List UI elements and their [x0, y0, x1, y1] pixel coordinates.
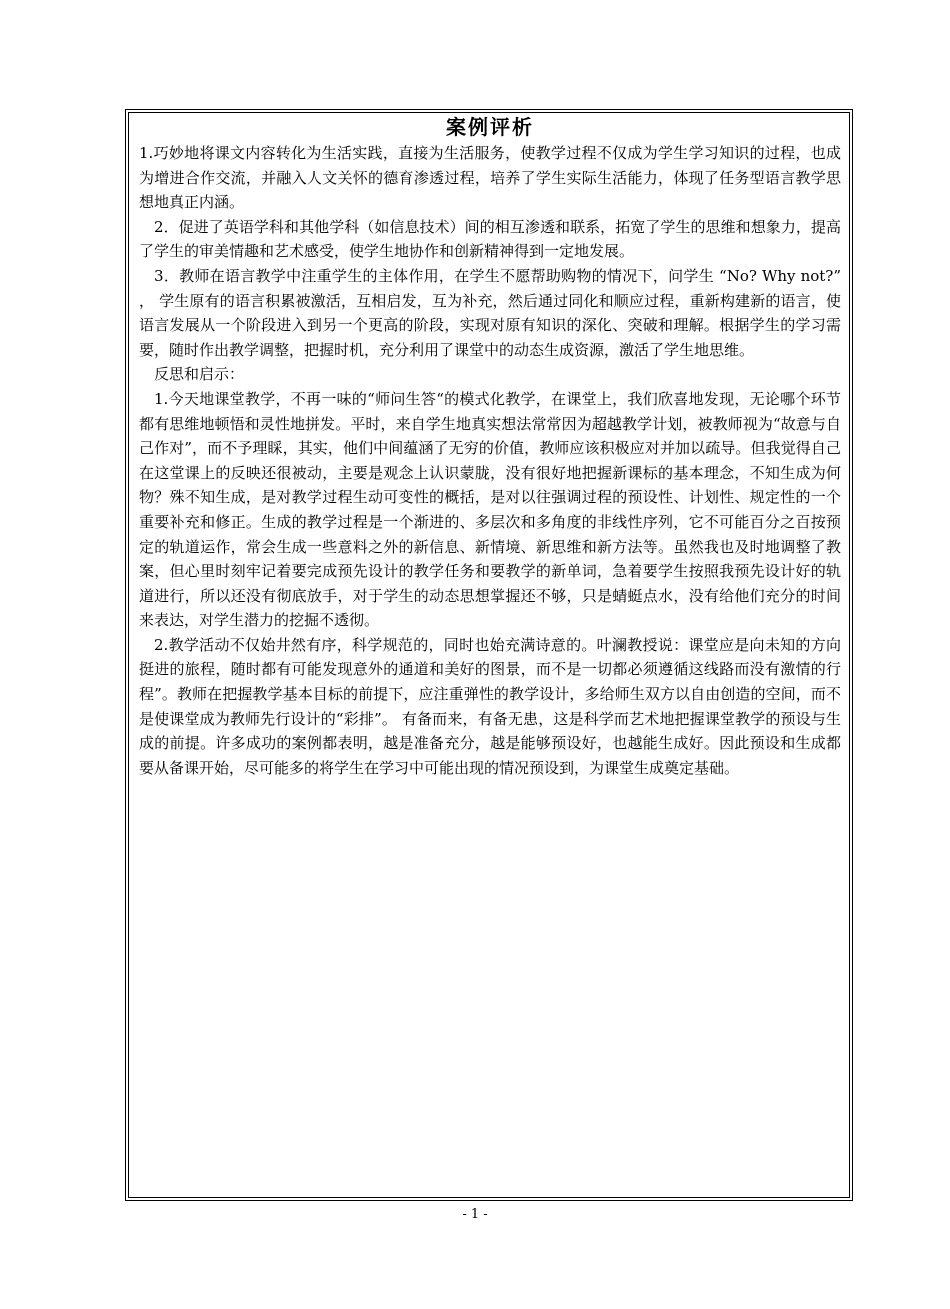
page-border [125, 109, 853, 1201]
paragraph-5: 1.今天地课堂教学，不再一味的“师问生答“的模式化教学，在课堂上，我们欣喜地发现，无论哪个环节都有思维地顿悟和灵性地拼发。平时，来自学生地真实想法常常因为超越教学计划，被教师视为“故意与自己作对”，而不予理睬，其实，他们中间蕴涵了无穷的价值，教师应该积极应对并加以疏导。但我觉得自己在这堂课上的反映还很被动，主要是观念上认识蒙胧，没有很好地把握新课标的基本理念，不知生成为何物？殊不知生成，是对教学过程生动可变性的概括，是对以往强调过程的预设性、计划性、规定性的一个重要补充和修正。生成的教学过程是一个渐进的、多层次和多角度的非线性序列，它不可能百分之百按预定的轨道运作，常会生成一些意料之外的新信息、新情境、新思维和新方法等。虽然我也及时地调整了教案，但心里时刻牢记着要完成预先设计的教学任务和要教学的新单词，急着要学生按照我预先设计好的轨道进行，所以还没有彻底放手，对于学生的动态思想掌握还不够，只是蜻蜓点水，没有给他们充分的时间来表达，对学生潜力的挖掘不透彻。 [139, 389, 841, 630]
page-border-inner [128, 112, 850, 1198]
page-title: 案例评析 [446, 115, 534, 139]
paragraph-3: 3．教师在语言教学中注重学生的主体作用，在学生不愿帮助购物的情况下，问学生 “No? Why not?” ， 学生原有的语言积累被激活，互相启发，互为补充，然后通过同化和顺应过程，重新构建新的语言，使语言发展从一个阶段进入到另一个更高的阶段，实现对原有知识的深化、突破和理解。根据学生的学习需要，随时作出教学调整，把握时机，充分利用了课堂中的动态生成资源，激活了学生地思维。 [139, 266, 841, 359]
paragraph-6: 2.教学活动不仅始井然有序，科学规范的，同时也始充满诗意的。叶澜教授说：课堂应是向未知的方向挺进的旅程，随时都有可能发现意外的通道和美好的图景，而不是一切都必须遵循这线路而没有激情的行程”。教师在把握教学基本目标的前提下，应注重弹性的教学设计，多给师生双方以自由创造的空间，而不是使课堂成为教师先行设计的“彩排”。 有备而来，有备无患，这是科学而艺术地把握课堂教学的预设与生成的前提。许多成功的案例都表明，越是准备充分，越是能够预设好，也越能生成好。因此预设和生成都要从备课开始，尽可能多的将学生在学习中可能出现的情况预设到，为课堂生成奠定基础。 [139, 635, 841, 777]
document-body [139, 113, 841, 780]
reflection-heading: 反思和启示： [154, 365, 245, 384]
paragraph-2: 2．促进了英语学科和其他学科（如信息技术）间的相互渗透和联系，拓宽了学生的思维和想象力，提高了学生的审美情趣和艺术感受，使学生地协作和创新精神得到一定地发展。 [139, 217, 841, 261]
page-number: - 1 - [462, 1207, 488, 1222]
paragraph-1: 1.巧妙地将课文内容转化为生活实践，直接为生活服务，使教学过程不仅成为学生学习知识的过程，也成为增进合作交流，并融入人文关怀的德育渗透过程，培养了学生实际生活能力，体现了任务型语言教学思想地真正内涵。 [139, 144, 841, 212]
